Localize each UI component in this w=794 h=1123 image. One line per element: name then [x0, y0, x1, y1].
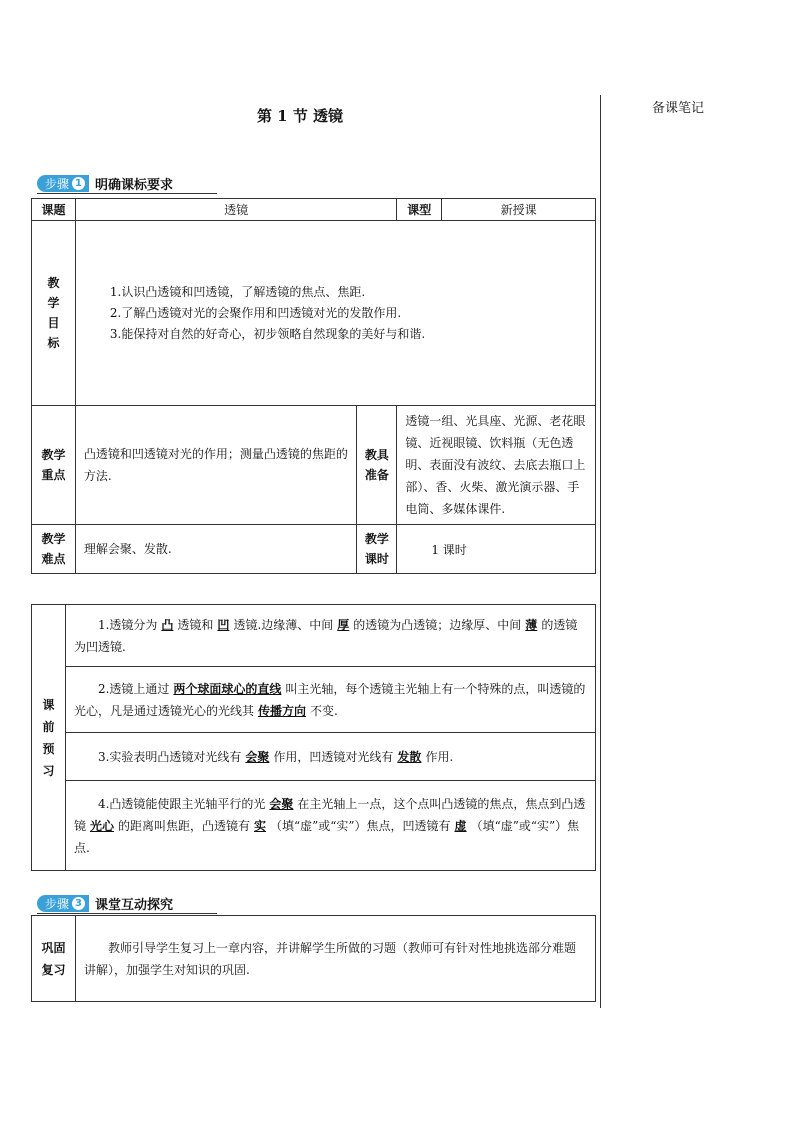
step3-header [37, 894, 173, 912]
answer-blank: 薄 [525, 617, 538, 632]
table-row [32, 605, 596, 667]
time-value: 1 课时 [397, 525, 596, 574]
answer-blank: 实 [253, 818, 266, 833]
answer-blank: 凸 [161, 617, 174, 632]
key-value: 凸透镜和凹透镜对光的作用；测量凸透镜的焦距的方法. [75, 406, 356, 525]
step1-number: 1 [72, 177, 85, 190]
answer-blank: 会聚 [245, 749, 270, 764]
table-row [32, 667, 596, 733]
step3-number: 3 [72, 897, 85, 910]
answer-blank: 凹 [217, 617, 230, 632]
answer-blank: 传播方向 [257, 703, 306, 718]
tools-label: 教具 准备 [357, 406, 397, 525]
step1-header [37, 174, 173, 192]
answer-blank: 厚 [337, 617, 350, 632]
table-row [32, 221, 596, 406]
preview-item-3: 3.实验表明凸透镜对光线有 会聚 作用，凹透镜对光线有 发散 作用. [65, 733, 595, 781]
preview-item-4: 4.凸透镜能使跟主光轴平行的光 会聚 在主光轴上一点，这个点叫凸透镜的焦点，焦点到凸透镜 光心 的距离叫焦距，凸透镜有 实 （填“虚”或“实”）焦点，凹透镜有 虚 （填“虚”或“实”）焦点. [65, 781, 595, 871]
table-row [32, 406, 596, 525]
answer-blank: 虚 [454, 818, 467, 833]
type-label: 课型 [397, 199, 442, 221]
notes-label: 备课笔记 [652, 101, 705, 116]
table-row [32, 199, 596, 221]
step3-title: 课堂互动探究 [95, 897, 174, 913]
course-label: 课题 [32, 199, 76, 221]
course-info-table [31, 198, 596, 574]
table-row [32, 525, 596, 574]
goals-cell [75, 221, 595, 406]
step1-badge: 步骤 1 [37, 175, 89, 192]
type-value: 新授课 [442, 199, 596, 221]
preview-table [31, 604, 596, 871]
answer-blank: 两个球面球心的直线 [173, 681, 282, 696]
preview-item-2: 2.透镜上通过 两个球面球心的直线 叫主光轴，每个透镜主光轴上有一个特殊的点，叫透镜的光心，凡是通过透镜光心的光线其 传播方向 不变. [65, 667, 595, 733]
answer-blank: 发散 [397, 749, 422, 764]
step1-title: 明确课标要求 [95, 177, 174, 193]
goal-label: 教 学 目 标 [32, 221, 76, 406]
preview-label: 课 前 预 习 [32, 605, 66, 871]
step3-underline [37, 913, 217, 914]
time-label: 教学 课时 [357, 525, 397, 574]
goal-item: 3.能保持对自然的好奇心，初步领略自然现象的美好与和谐. [109, 326, 426, 341]
key-label: 教学 重点 [32, 406, 76, 525]
goal-item: 2.了解凸透镜对光的会聚作用和凹透镜对光的发散作用. [109, 305, 402, 320]
course-value: 透镜 [75, 199, 396, 221]
goal-item: 1.认识凸透镜和凹透镜，了解透镜的焦点、焦距. [109, 284, 366, 299]
table-row [32, 916, 596, 1002]
page-title: 第 1 节 透镜 [256, 107, 344, 125]
tools-value: 透镜一组、光具座、光源、老花眼镜、近视眼镜、饮料瓶（无色透明、表面没有波纹、去底去瓶口上部）、香、火柴、激光演示器、手电筒、多媒体课件. [397, 406, 596, 525]
review-label: 巩固 复习 [32, 916, 76, 1002]
answer-blank: 光心 [89, 818, 114, 833]
table-row [32, 781, 596, 871]
difficulty-label: 教学 难点 [32, 525, 76, 574]
answer-blank: 会聚 [269, 796, 294, 811]
step3-badge: 步骤 3 [37, 895, 89, 912]
review-table [31, 915, 596, 1002]
preview-item-1: 1.透镜分为 凸 透镜和 凹 透镜.边缘薄、中间 厚 的透镜为凸透镜；边缘厚、中间 薄 的透镜为凹透镜. [65, 605, 595, 667]
difficulty-value: 理解会聚、发散. [75, 525, 356, 574]
table-row [32, 733, 596, 781]
review-text: 教师引导学生复习上一章内容，并讲解学生所做的习题（教师可有针对性地挑选部分难题讲解），加强学生对知识的巩固. [75, 916, 595, 1002]
margin-divider [600, 95, 601, 1008]
step1-underline [37, 193, 217, 194]
